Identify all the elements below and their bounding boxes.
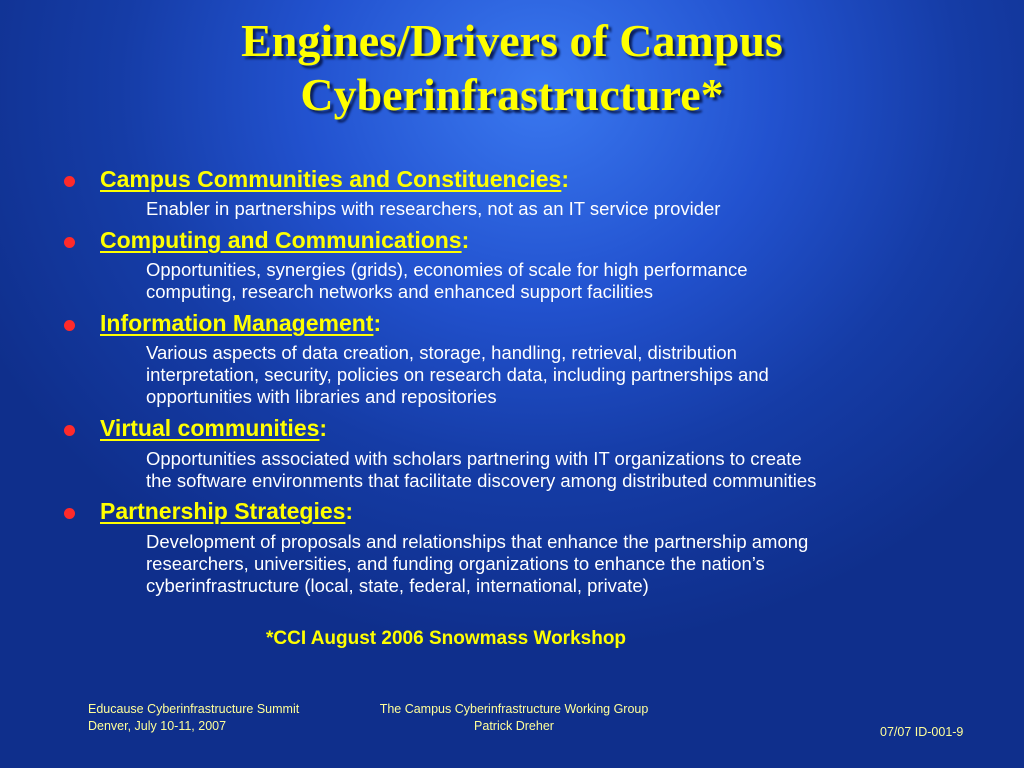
bullet-heading-line	[100, 225, 469, 255]
bullet-heading: Computing and Communications	[100, 227, 462, 253]
bullet-description	[146, 259, 976, 303]
bullet-description	[146, 531, 976, 597]
bullet-heading: Partnership Strategies	[100, 498, 346, 524]
bullet-heading-colon: :	[461, 227, 470, 253]
slide-id: 07/07 ID-001-9	[880, 725, 964, 739]
bullet-description-line: computing, research networks and enhanced support facilities	[146, 281, 653, 302]
red-dot-bullet-icon	[64, 176, 75, 187]
footer-presenter	[356, 701, 672, 735]
bullet-heading-colon: :	[561, 166, 570, 192]
bullet-description-line: cyberinfrastructure (local, state, federal, international, private)	[146, 575, 649, 596]
red-dot-bullet-icon	[64, 320, 75, 331]
bullet-description-line: Enabler in partnerships with researchers, not as an IT service provider	[146, 198, 721, 219]
bullet-description-line: opportunities with libraries and repositories	[146, 386, 497, 407]
bullet-description	[146, 342, 976, 408]
red-dot-bullet-icon	[64, 425, 75, 436]
bullet-description-line: interpretation, security, policies on research data, including partnerships and	[146, 364, 769, 385]
bullet-heading: Virtual communities	[100, 415, 320, 441]
bullet-heading-colon: :	[319, 415, 328, 441]
slide-title-line-2: Cyberinfrastructure*	[300, 69, 724, 120]
bullet-heading: Campus Communities and Constituencies	[100, 166, 562, 192]
red-dot-bullet-icon	[64, 237, 75, 248]
bullet-description	[146, 198, 976, 220]
red-dot-bullet-icon	[64, 508, 75, 519]
footer-group-name: The Campus Cyberinfrastructure Working Group	[379, 702, 649, 716]
footer-event	[88, 701, 299, 735]
bullet-description-line: the software environments that facilitate discovery among distributed communities	[146, 470, 817, 491]
source-footnote: *CCI August 2006 Snowmass Workshop	[266, 628, 627, 649]
bullet-heading-colon: :	[345, 498, 354, 524]
bullet-description-line: Opportunities, synergies (grids), economies of scale for high performance	[146, 259, 748, 280]
bullet-description-line: Opportunities associated with scholars partnering with IT organizations to create	[146, 448, 802, 469]
footer-event-location: Denver, July 10-11, 2007	[88, 719, 227, 733]
bullet-heading-line	[100, 164, 569, 194]
footer-author: Patrick Dreher	[474, 719, 554, 733]
slide-title-line-1: Engines/Drivers of Campus	[241, 15, 783, 66]
bullet-heading-colon: :	[373, 310, 382, 336]
bullet-description-line: researchers, universities, and funding organizations to enhance the nation’s	[146, 553, 765, 574]
footer-event-name: Educause Cyberinfrastructure Summit	[88, 702, 300, 716]
bullet-heading-line	[100, 413, 327, 443]
bullet-heading-line	[100, 308, 381, 338]
bullet-description-line: Various aspects of data creation, storage, handling, retrieval, distribution	[146, 342, 737, 363]
bullet-heading-line	[100, 496, 353, 526]
bullet-heading: Information Management	[100, 310, 374, 336]
bullet-description	[146, 448, 976, 492]
bullet-description-line: Development of proposals and relationships that enhance the partnership among	[146, 531, 809, 552]
